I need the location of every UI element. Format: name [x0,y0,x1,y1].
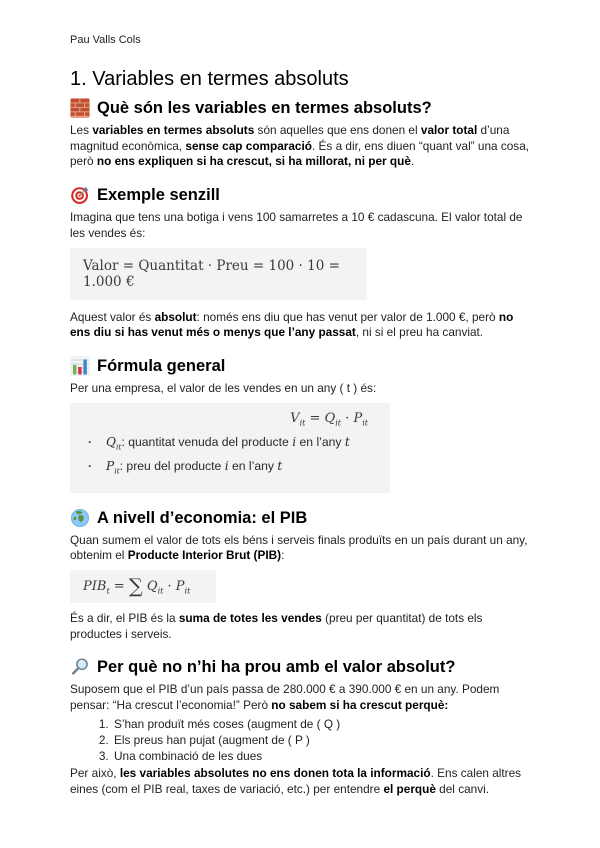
list-item: 2. Els preus han pujat (augment de ( P ) [112,732,530,748]
list-item: 1. S’han produït més coses (augment de ( Q ) [112,716,530,732]
heading-text: Fórmula general [97,356,226,375]
heading-text: Exemple senzill [97,186,220,205]
list-item: · $Q_{it}$: quantitat venuda del producte i en l’any t [88,435,390,450]
paragraph-exemple: Imagina que tens una botiga i vens 100 samarretes a 10 € cadascuna. El valor total de les vendes és: [70,210,523,240]
heading-text: Què són les variables en termes absoluts? [97,99,432,117]
formula-box-valor [70,248,367,300]
paragraph-pib-intro: Quan sumem el valor de tots els béns i serveis finals produïts en un país durant un any, obtenim el Producte Interior Brut (PIB): [70,532,528,563]
paragraph-conclusio: Per això, les variables absolutes no ens donen tota la informació. Ens calen altres eines (com el PIB real, taxes de variació, etc.) per entendre el perquè del canvi. [70,765,522,796]
paragraph-intro: Les variables en termes absoluts són aquelles que ens donen el valor total d’una magnitud econòmica, sense cap comparació. És a dir, ens diuen “quant val” una cosa, però no ens expliquen si ha crescut, si ha millorat, ni per què. [70,123,530,169]
brick-wall-icon [70,98,90,118]
paragraph-perque-intro: Suposem que el PIB d’un país passa de 280.000 € a 390.000 € en un any. Podem pensar: “Ha crescut l’economia!” Però no sabem si ha crescut perquè: [70,682,500,713]
heading-formula-general [70,354,530,378]
formula-valor: Valor = Quantitat · Preu = 100 · 10 = 1.000 € [83,257,340,290]
heading-pib [70,506,530,530]
formula-box-pib [70,570,216,603]
author-line: Pau Valls Cols [70,34,141,46]
heading-exemple [70,183,530,207]
heading-text: A nivell d’economia: el PIB [97,508,308,527]
formula-box-vendes [70,403,390,493]
dart-target-icon [70,185,90,205]
bar-chart-icon [70,356,90,376]
formula-pib: $PIB_t$ = ∑ $Q_{it} \cdot P_{it}$ [83,574,191,598]
formula-bullet-list [70,435,390,474]
list-item: 3. Una combinació de les dues [112,748,530,764]
heading-que-son [70,96,530,120]
list-item: · $P_{it}$: preu del producte i en l’any t [88,459,390,474]
paragraph-formula-general: Per una empresa, el valor de les vendes en un any ( t ) és: [70,380,377,395]
globe-icon [70,508,90,528]
formula-vendes: $V_{it} = Q_{it} \cdot P_{it}$ [290,410,368,428]
page-title: 1. Variables en termes absoluts [70,68,349,90]
magnifier-icon [70,657,90,677]
heading-perque [70,655,530,679]
heading-text: Per què no n’hi ha prou amb el valor absolut? [97,658,456,677]
paragraph-absolut: Aquest valor és absolut: només ens diu que has venut per valor de 1.000 €, però no ens diu si has venut més o menys que l’any passat, ni si el preu ha canviat. [70,309,514,340]
reasons-ordered-list [70,716,530,764]
paragraph-pib-resum: És a dir, el PIB és la suma de totes les vendes (preu per quantitat) de tots els productes i serveis. [70,611,483,641]
